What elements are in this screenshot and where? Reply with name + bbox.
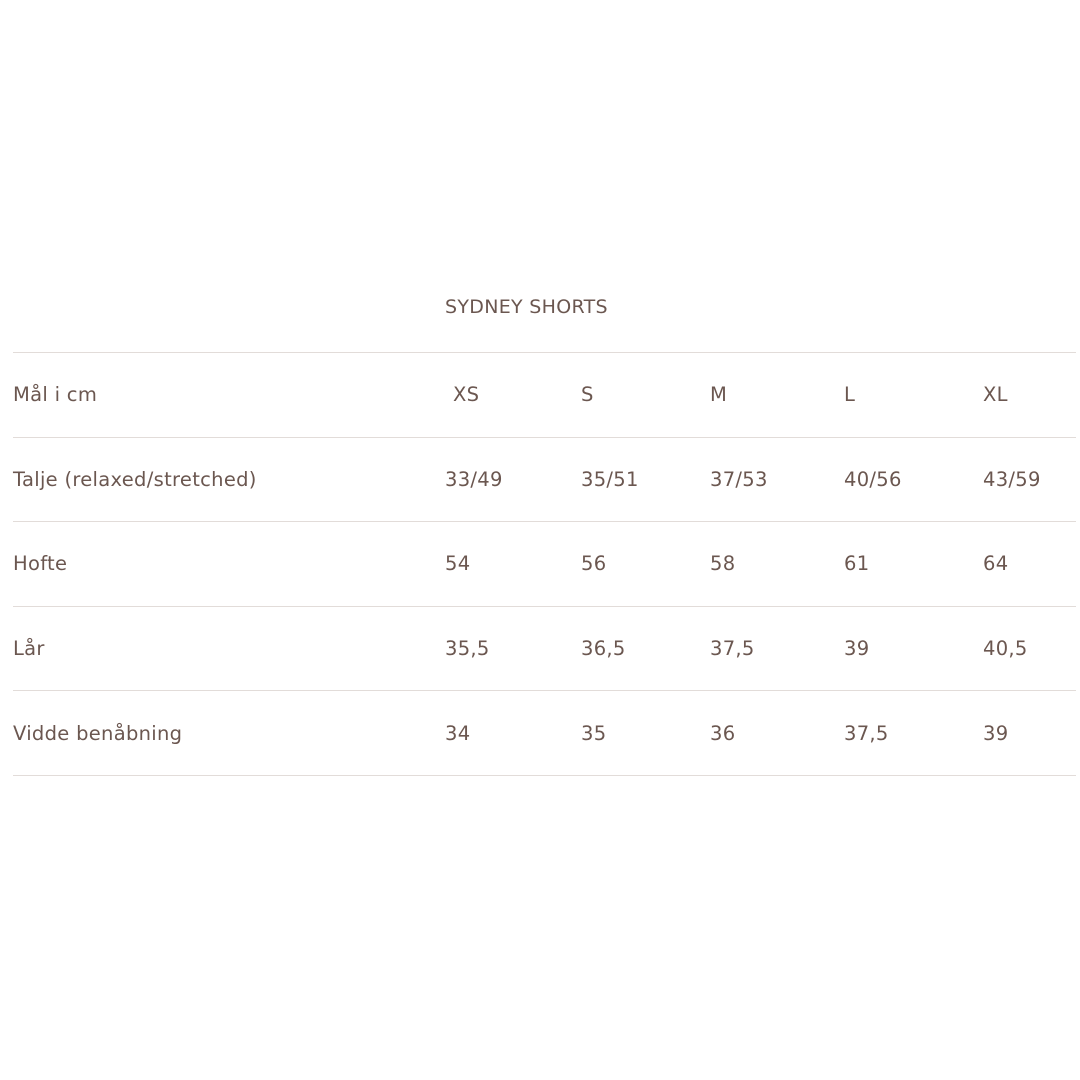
table-row — [13, 606, 1076, 691]
cell-s: 35 — [581, 721, 607, 745]
header-size-l: L — [844, 383, 856, 407]
row-label: Hofte — [13, 552, 68, 576]
cell-l: 40/56 — [844, 467, 902, 491]
cell-l: 61 — [844, 552, 870, 576]
cell-xl: 64 — [983, 552, 1009, 576]
cell-xl: 43/59 — [983, 467, 1041, 491]
cell-s: 56 — [581, 552, 607, 576]
cell-xs: 33/49 — [445, 467, 503, 491]
cell-xs: 54 — [445, 552, 471, 576]
header-size-m: M — [710, 383, 728, 407]
cell-xs: 35,5 — [445, 637, 490, 661]
guide-title: SYDNEY SHORTS — [445, 296, 608, 318]
cell-m: 36 — [710, 721, 736, 745]
table-row — [13, 437, 1076, 522]
table-row — [13, 691, 1076, 776]
header-size-s: S — [581, 383, 594, 407]
cell-m: 37/53 — [710, 467, 768, 491]
cell-l: 37,5 — [844, 721, 889, 745]
cell-xl: 39 — [983, 721, 1009, 745]
header-size-xl: XL — [983, 383, 1008, 407]
cell-l: 39 — [844, 637, 870, 661]
cell-m: 37,5 — [710, 637, 755, 661]
row-label: Lår — [13, 637, 45, 661]
header-size-xs: XS — [453, 383, 480, 407]
table-row — [13, 522, 1076, 607]
cell-s: 35/51 — [581, 467, 639, 491]
size-guide — [13, 0, 1076, 1080]
cell-m: 58 — [710, 552, 736, 576]
row-label: Talje (relaxed/stretched) — [13, 467, 257, 491]
row-label: Vidde benåbning — [13, 721, 183, 745]
cell-xs: 34 — [445, 721, 471, 745]
size-table — [13, 352, 1076, 776]
header-label: Mål i cm — [13, 383, 98, 407]
cell-s: 36,5 — [581, 637, 626, 661]
table-header-row — [13, 353, 1076, 438]
cell-xl: 40,5 — [983, 637, 1028, 661]
